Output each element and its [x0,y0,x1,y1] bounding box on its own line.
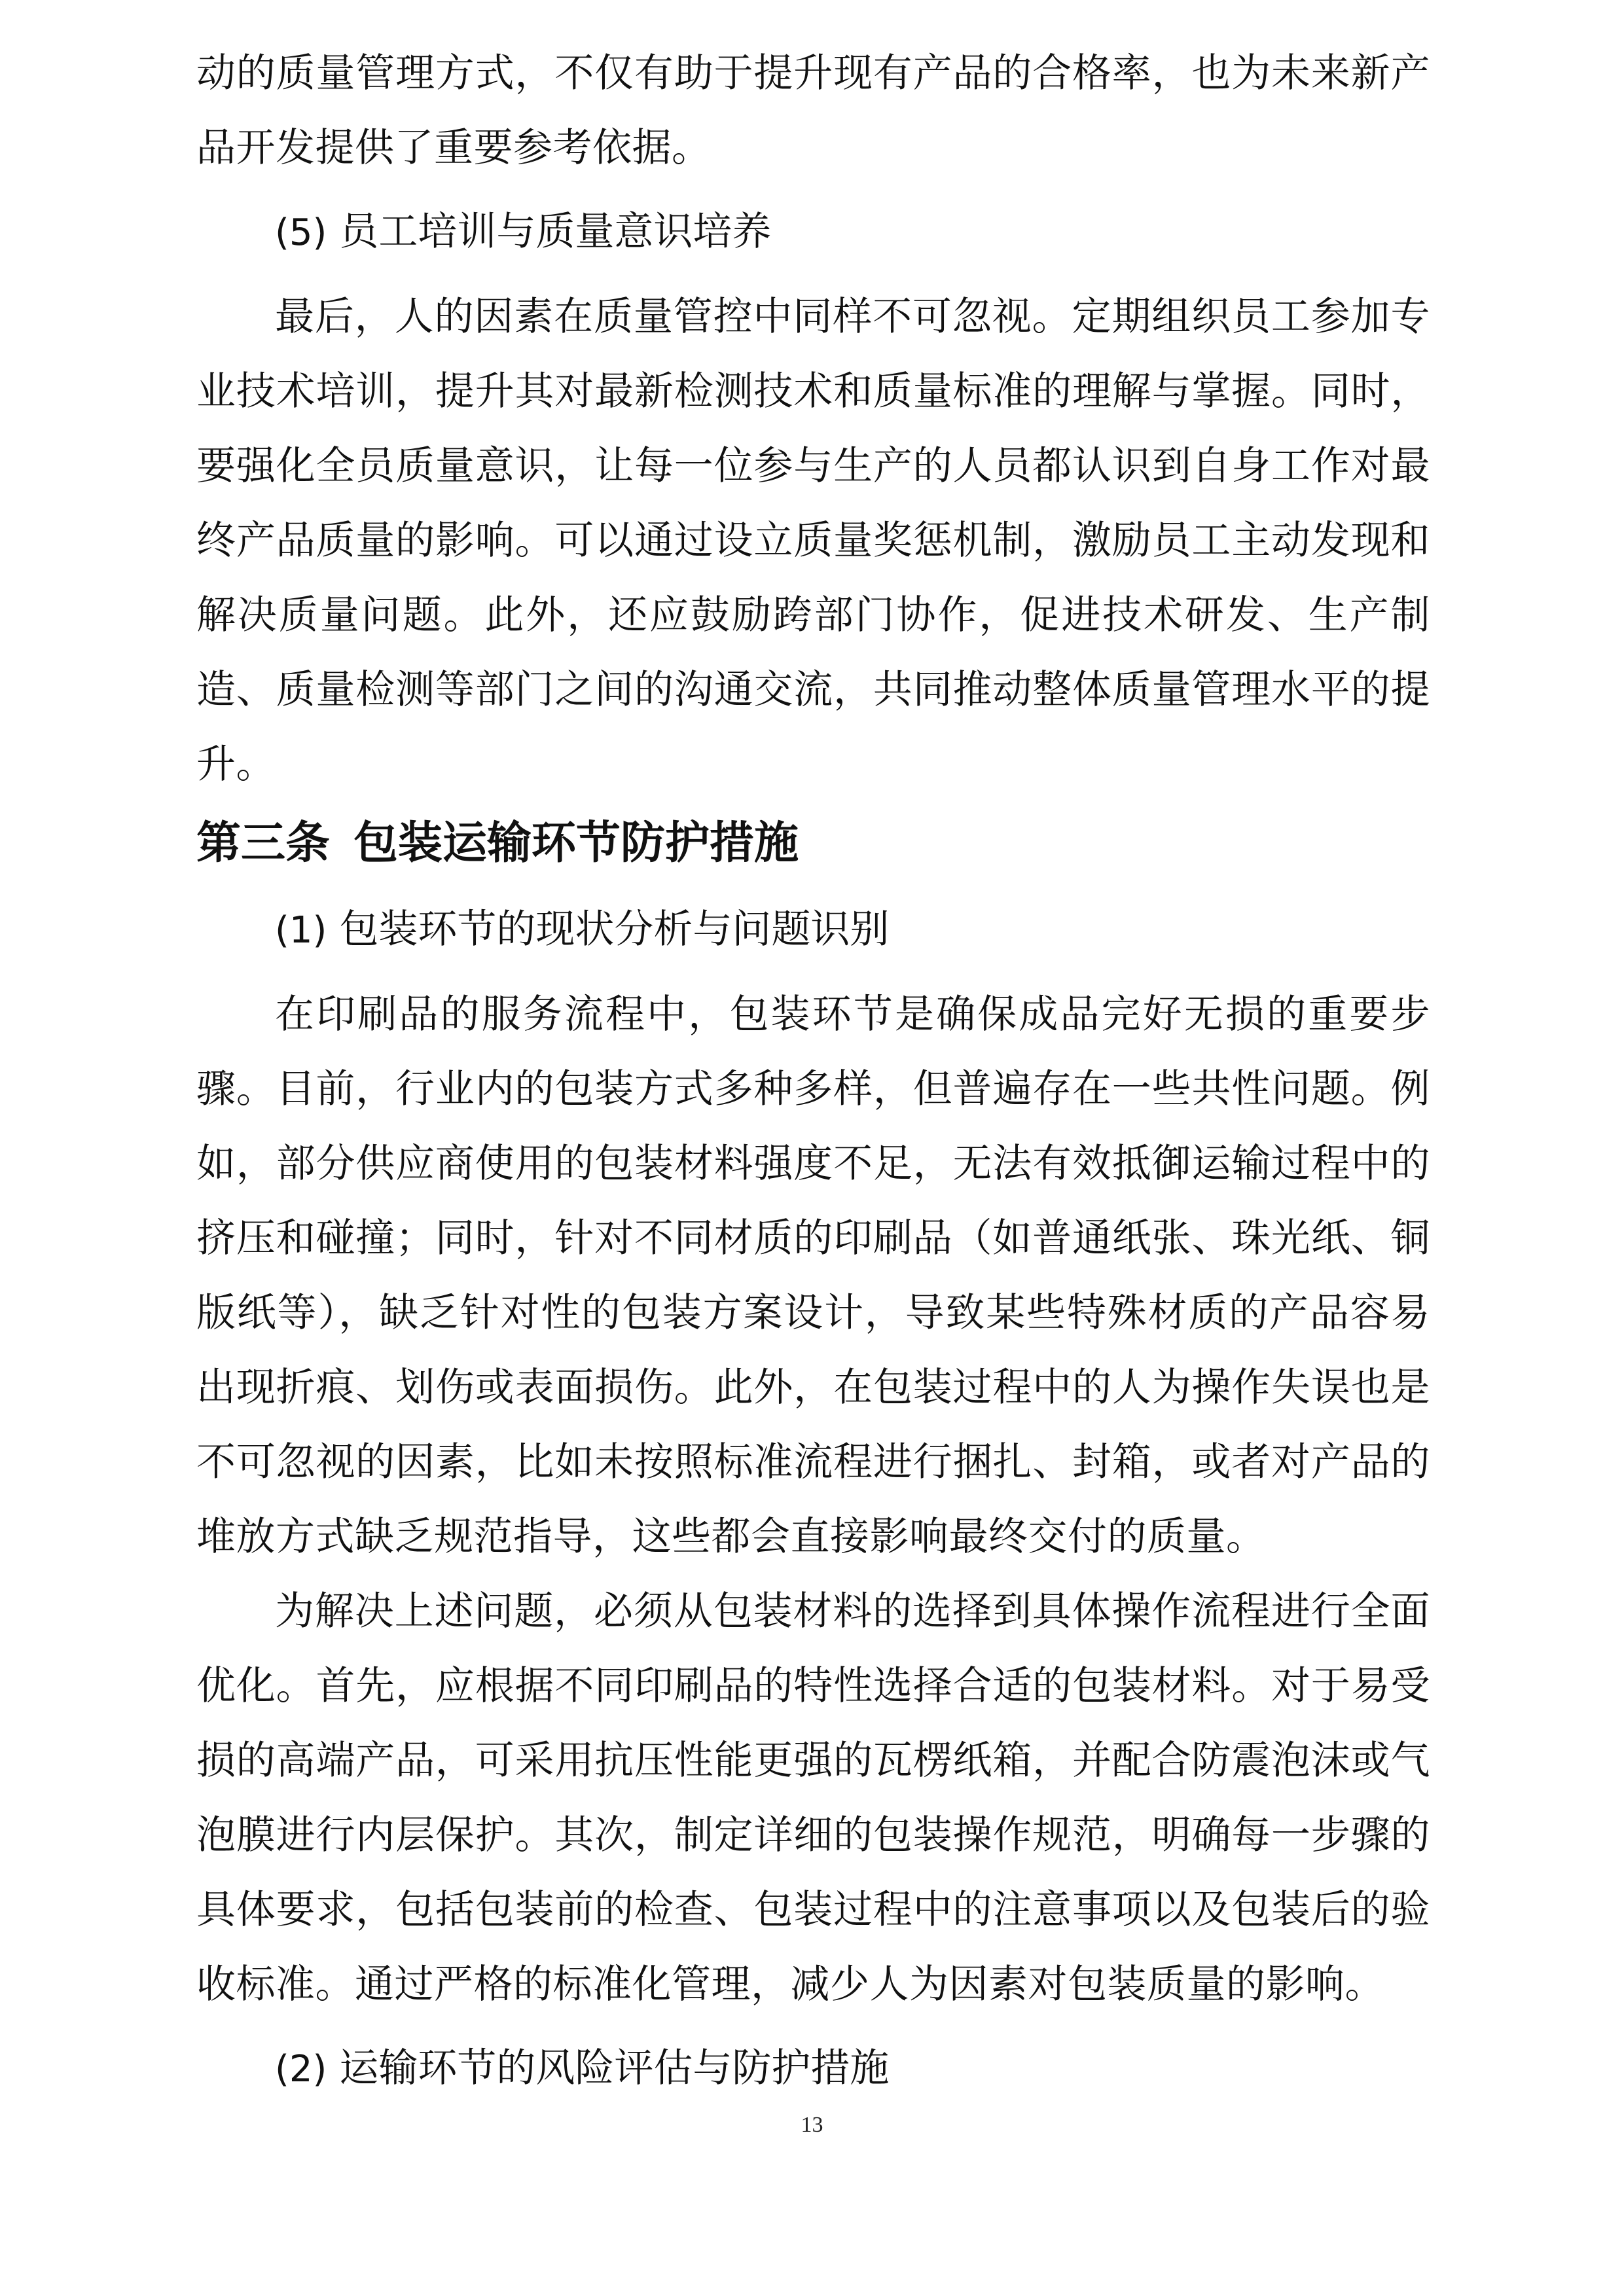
training-paragraph: 最后，人的因素在质量管控中同样不可忽视。定期组织员工参加专业技术培训，提升其对最新检测技术和质量标准的理解与掌握。同时，要强化全员质量意识，让每一位参与生产的人员都认识到自身工作对最终产品质量的影响。可以通过设立质量奖惩机制，激励员工主动发现和解决质量问题。此外，还应鼓励跨部门协作，促进技术研发、生产制造、质量检测等部门之间的沟通交流，共同推动整体质量管理水平的提升。 [196,294,1430,787]
section-heading [196,804,1430,883]
packaging-status-paragraph: 在印刷品的服务流程中，包装环节是确保成品完好无损的重要步骤。目前，行业内的包装方式多种多样，但普遍存在一些共性问题。例如，部分供应商使用的包装材料强度不足，无法有效抵御运输过程中的挤压和碰撞；同时，针对不同材质的印刷品（如普通纸张、珠光纸、铜版纸等），缺乏针对性的包装方案设计，导致某些特殊材质的产品容易出现折痕、划伤或表面损伤。此外，在包装过程中的人为操作失误也是不可忽视的因素，比如未按照标准流程进行捆扎、封箱，或者对产品的堆放方式缺乏规范指导，这些都会直接影响最终交付的质量。 [196,992,1430,1560]
packaging-solution-paragraph: 为解决上述问题，必须从包装材料的选择到具体操作流程进行全面优化。首先，应根据不同印刷品的特性选择合适的包装材料。对于易受损的高端产品，可采用抗压性能更强的瓦楞纸箱，并配合防震泡沫或气泡膜进行内层保护。其次，制定详细的包装操作规范，明确每一步骤的具体要求，包括包装前的检查、包装过程中的注意事项以及包装后的验收标准。通过严格的标准化管理，减少人为因素对包装质量的影响。 [196,1588,1430,2007]
subsection-1-number: (1) [275,909,327,952]
section-number: 第三条 [196,817,331,869]
subsection-5-title: 员工培训与质量意识培养 [339,209,772,255]
subsection-2-title: 运输环节的风险评估与防护措施 [339,2045,890,2091]
section-title: 包装运输环节防护措施 [353,817,799,869]
subsection-5-heading [196,194,1430,270]
subsection-2-heading [196,2031,1430,2107]
page-number: 13 [801,2113,823,2137]
subsection-1-heading [196,892,1430,968]
subsection-1-title: 包装环节的现状分析与问题识别 [339,906,890,952]
subsection-2-number: (2) [275,2048,327,2090]
subsection-5-number: (5) [275,211,327,254]
intro-continuation-paragraph: 动的质量管理方式，不仅有助于提升现有产品的合格率，也为未来新产品开发提供了重要参考依据。 [196,50,1430,171]
document-body [196,36,1430,2116]
